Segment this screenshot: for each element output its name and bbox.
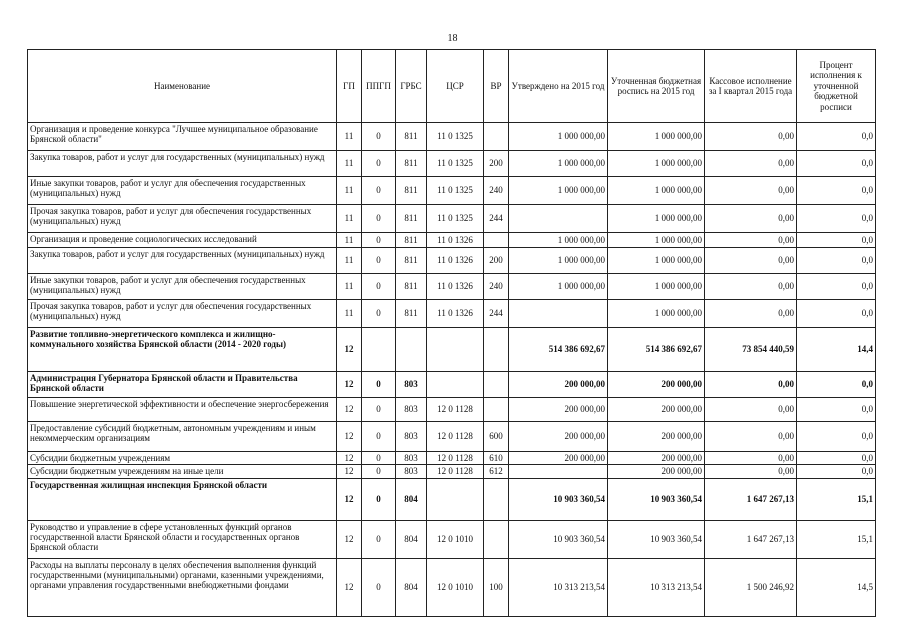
cell-approved: 514 386 692,67: [509, 328, 608, 372]
cell-csr: 12 0 1010: [427, 520, 484, 558]
cell-approved: [509, 205, 608, 233]
cell-ppgp: [362, 328, 396, 372]
cell-csr: 12 0 1128: [427, 422, 484, 452]
cell-percent: 0,0: [797, 177, 876, 205]
cell-csr: 12 0 1128: [427, 465, 484, 478]
cell-csr: 11 0 1326: [427, 248, 484, 274]
cell-refined: 1 000 000,00: [608, 123, 705, 151]
cell-csr: 11 0 1325: [427, 123, 484, 151]
cell-approved: 200 000,00: [509, 398, 608, 422]
cell-name: Прочая закупка товаров, работ и услуг для обеспечения государственных (муниципальных) нужд: [28, 300, 337, 328]
table-row: [28, 300, 876, 328]
cell-ppgp: 0: [362, 452, 396, 465]
table-row: [28, 151, 876, 177]
cell-percent: 0,0: [797, 300, 876, 328]
cell-refined: 1 000 000,00: [608, 177, 705, 205]
cell-refined: 1 000 000,00: [608, 151, 705, 177]
header-name: Наименование: [28, 50, 337, 123]
cell-ppgp: 0: [362, 520, 396, 558]
cell-ppgp: 0: [362, 177, 396, 205]
cell-name: Администрация Губернатора Брянской области и Правительства Брянской области: [28, 372, 337, 398]
cell-cash: 0,00: [705, 177, 797, 205]
table-row: [28, 478, 876, 520]
cell-approved: 200 000,00: [509, 452, 608, 465]
header-row: [28, 50, 876, 123]
cell-gp: 12: [337, 452, 362, 465]
cell-vr: [484, 398, 509, 422]
cell-refined: 10 313 213,54: [608, 558, 705, 616]
cell-refined: 200 000,00: [608, 422, 705, 452]
cell-percent: 0,0: [797, 123, 876, 151]
cell-percent: 0,0: [797, 205, 876, 233]
cell-grbs: 803: [396, 398, 427, 422]
header-percent: Процент исполнения к уточненной бюджетной росписи: [797, 50, 876, 123]
cell-vr: [484, 372, 509, 398]
cell-name: Организация и проведение конкурса "Лучшее муниципальное образование Брянской области": [28, 123, 337, 151]
cell-vr: 610: [484, 452, 509, 465]
cell-ppgp: 0: [362, 422, 396, 452]
cell-percent: 0,0: [797, 465, 876, 478]
cell-cash: 0,00: [705, 233, 797, 248]
cell-gp: 11: [337, 205, 362, 233]
cell-gp: 12: [337, 372, 362, 398]
cell-refined: 10 903 360,54: [608, 478, 705, 520]
cell-cash: 0,00: [705, 205, 797, 233]
cell-csr: 11 0 1325: [427, 151, 484, 177]
header-gp: ГП: [337, 50, 362, 123]
cell-name: Расходы на выплаты персоналу в целях обеспечения выполнения функций государственными (муниципальными) органами, казенными учреждениями, органами управления государственными внебюджетными фондами: [28, 558, 337, 616]
cell-vr: 200: [484, 151, 509, 177]
page-number: 18: [447, 33, 458, 44]
cell-refined: 200 000,00: [608, 398, 705, 422]
cell-vr: 240: [484, 274, 509, 300]
cell-name: Закупка товаров, работ и услуг для государственных (муниципальных) нужд: [28, 248, 337, 274]
cell-cash: 0,00: [705, 398, 797, 422]
header-ppgp: ППГП: [362, 50, 396, 123]
cell-grbs: 811: [396, 233, 427, 248]
cell-ppgp: 0: [362, 478, 396, 520]
cell-ppgp: 0: [362, 151, 396, 177]
cell-csr: 12 0 1128: [427, 452, 484, 465]
cell-grbs: 811: [396, 151, 427, 177]
cell-vr: [484, 233, 509, 248]
cell-grbs: 803: [396, 422, 427, 452]
cell-gp: 12: [337, 520, 362, 558]
cell-grbs: 811: [396, 300, 427, 328]
cell-csr: [427, 478, 484, 520]
cell-gp: 11: [337, 151, 362, 177]
cell-csr: 11 0 1326: [427, 233, 484, 248]
table-body: [28, 123, 876, 617]
cell-gp: 11: [337, 300, 362, 328]
table-row: [28, 274, 876, 300]
cell-name: Повышение энергетической эффективности и обеспечение энергосбережения: [28, 398, 337, 422]
cell-approved: 1 000 000,00: [509, 233, 608, 248]
cell-grbs: 804: [396, 520, 427, 558]
cell-vr: 200: [484, 248, 509, 274]
cell-approved: [509, 465, 608, 478]
table-row: [28, 233, 876, 248]
cell-refined: 1 000 000,00: [608, 274, 705, 300]
cell-vr: [484, 520, 509, 558]
cell-gp: 12: [337, 422, 362, 452]
cell-gp: 12: [337, 465, 362, 478]
cell-ppgp: 0: [362, 274, 396, 300]
cell-refined: 200 000,00: [608, 372, 705, 398]
cell-gp: 12: [337, 328, 362, 372]
cell-grbs: 811: [396, 248, 427, 274]
cell-ppgp: 0: [362, 465, 396, 478]
cell-grbs: 803: [396, 452, 427, 465]
cell-refined: 10 903 360,54: [608, 520, 705, 558]
cell-approved: 200 000,00: [509, 372, 608, 398]
cell-cash: 1 647 267,13: [705, 520, 797, 558]
cell-refined: 1 000 000,00: [608, 300, 705, 328]
cell-percent: 14,4: [797, 328, 876, 372]
cell-gp: 11: [337, 233, 362, 248]
cell-name: Субсидии бюджетным учреждениям: [28, 452, 337, 465]
cell-cash: 0,00: [705, 151, 797, 177]
cell-name: Иные закупки товаров, работ и услуг для обеспечения государственных (муниципальных) нужд: [28, 177, 337, 205]
cell-approved: 10 313 213,54: [509, 558, 608, 616]
cell-ppgp: 0: [362, 205, 396, 233]
header-refined: Уточненная бюджетная роспись на 2015 год: [608, 50, 705, 123]
cell-csr: [427, 372, 484, 398]
cell-ppgp: 0: [362, 123, 396, 151]
cell-percent: 0,0: [797, 233, 876, 248]
cell-cash: 1 647 267,13: [705, 478, 797, 520]
cell-ppgp: 0: [362, 398, 396, 422]
table-row: [28, 372, 876, 398]
cell-csr: 11 0 1326: [427, 300, 484, 328]
table-row: [28, 422, 876, 452]
cell-vr: [484, 478, 509, 520]
cell-vr: 244: [484, 300, 509, 328]
cell-percent: 0,0: [797, 372, 876, 398]
cell-name: Организация и проведение социологических исследований: [28, 233, 337, 248]
cell-name: Государственная жилищная инспекция Брянской области: [28, 478, 337, 520]
cell-name: Руководство и управление в сфере установленных функций органов государственной власти Брянской области и государственных органов Брянской области: [28, 520, 337, 558]
cell-cash: 0,00: [705, 300, 797, 328]
cell-percent: 14,5: [797, 558, 876, 616]
cell-csr: 11 0 1325: [427, 177, 484, 205]
cell-cash: 0,00: [705, 274, 797, 300]
cell-refined: 1 000 000,00: [608, 248, 705, 274]
cell-grbs: 811: [396, 205, 427, 233]
cell-percent: 0,0: [797, 274, 876, 300]
cell-percent: 0,0: [797, 151, 876, 177]
cell-cash: 0,00: [705, 452, 797, 465]
cell-vr: 100: [484, 558, 509, 616]
table-row: [28, 248, 876, 274]
cell-vr: 612: [484, 465, 509, 478]
cell-cash: 0,00: [705, 372, 797, 398]
cell-grbs: 811: [396, 274, 427, 300]
cell-refined: 1 000 000,00: [608, 233, 705, 248]
budget-table: [27, 49, 876, 617]
cell-cash: 0,00: [705, 422, 797, 452]
cell-grbs: 803: [396, 372, 427, 398]
cell-vr: [484, 123, 509, 151]
cell-approved: 1 000 000,00: [509, 274, 608, 300]
cell-refined: 200 000,00: [608, 465, 705, 478]
header-grbs: ГРБС: [396, 50, 427, 123]
cell-ppgp: 0: [362, 558, 396, 616]
cell-percent: 15,1: [797, 478, 876, 520]
header-vr: ВР: [484, 50, 509, 123]
cell-approved: 1 000 000,00: [509, 177, 608, 205]
cell-approved: 10 903 360,54: [509, 478, 608, 520]
table-row: [28, 452, 876, 465]
header-csr: ЦСР: [427, 50, 484, 123]
cell-name: Иные закупки товаров, работ и услуг для обеспечения государственных (муниципальных) нужд: [28, 274, 337, 300]
cell-approved: 1 000 000,00: [509, 151, 608, 177]
cell-percent: 0,0: [797, 248, 876, 274]
cell-ppgp: 0: [362, 372, 396, 398]
cell-vr: 600: [484, 422, 509, 452]
table-row: [28, 328, 876, 372]
cell-grbs: 804: [396, 478, 427, 520]
cell-gp: 12: [337, 558, 362, 616]
cell-vr: 244: [484, 205, 509, 233]
table-row: [28, 123, 876, 151]
cell-gp: 12: [337, 478, 362, 520]
cell-grbs: 803: [396, 465, 427, 478]
cell-vr: [484, 328, 509, 372]
cell-grbs: [396, 328, 427, 372]
cell-gp: 11: [337, 248, 362, 274]
cell-name: Прочая закупка товаров, работ и услуг для обеспечения государственных (муниципальных) нужд: [28, 205, 337, 233]
cell-gp: 12: [337, 398, 362, 422]
cell-cash: 1 500 246,92: [705, 558, 797, 616]
cell-csr: 12 0 1010: [427, 558, 484, 616]
cell-percent: 0,0: [797, 422, 876, 452]
cell-cash: 0,00: [705, 123, 797, 151]
cell-csr: 11 0 1326: [427, 274, 484, 300]
cell-gp: 11: [337, 177, 362, 205]
cell-name: Субсидии бюджетным учреждениям на иные цели: [28, 465, 337, 478]
cell-cash: 0,00: [705, 248, 797, 274]
table-row: [28, 558, 876, 616]
table-row: [28, 205, 876, 233]
cell-name: Развитие топливно-энергетического комплекса и жилищно-коммунального хозяйства Брянской области (2014 - 2020 годы): [28, 328, 337, 372]
cell-ppgp: 0: [362, 248, 396, 274]
cell-grbs: 804: [396, 558, 427, 616]
table-row: [28, 520, 876, 558]
cell-grbs: 811: [396, 177, 427, 205]
cell-percent: 15,1: [797, 520, 876, 558]
table-row: [28, 177, 876, 205]
cell-ppgp: 0: [362, 300, 396, 328]
cell-approved: 10 903 360,54: [509, 520, 608, 558]
cell-approved: 200 000,00: [509, 422, 608, 452]
cell-gp: 11: [337, 123, 362, 151]
cell-csr: 11 0 1325: [427, 205, 484, 233]
header-approved: Утверждено на 2015 год: [509, 50, 608, 123]
cell-gp: 11: [337, 274, 362, 300]
cell-refined: 200 000,00: [608, 452, 705, 465]
cell-refined: 1 000 000,00: [608, 205, 705, 233]
table-row: [28, 398, 876, 422]
cell-grbs: 811: [396, 123, 427, 151]
cell-cash: 73 854 440,59: [705, 328, 797, 372]
cell-csr: [427, 328, 484, 372]
cell-percent: 0,0: [797, 452, 876, 465]
cell-vr: 240: [484, 177, 509, 205]
header-cash: Кассовое исполнение за I квартал 2015 года: [705, 50, 797, 123]
cell-name: Предоставление субсидий бюджетным, автономным учреждениям и иным некоммерческим организациям: [28, 422, 337, 452]
cell-name: Закупка товаров, работ и услуг для государственных (муниципальных) нужд: [28, 151, 337, 177]
table-row: [28, 465, 876, 478]
cell-approved: 1 000 000,00: [509, 248, 608, 274]
cell-percent: 0,0: [797, 398, 876, 422]
cell-approved: [509, 300, 608, 328]
cell-csr: 12 0 1128: [427, 398, 484, 422]
cell-refined: 514 386 692,67: [608, 328, 705, 372]
cell-cash: 0,00: [705, 465, 797, 478]
cell-ppgp: 0: [362, 233, 396, 248]
cell-approved: 1 000 000,00: [509, 123, 608, 151]
